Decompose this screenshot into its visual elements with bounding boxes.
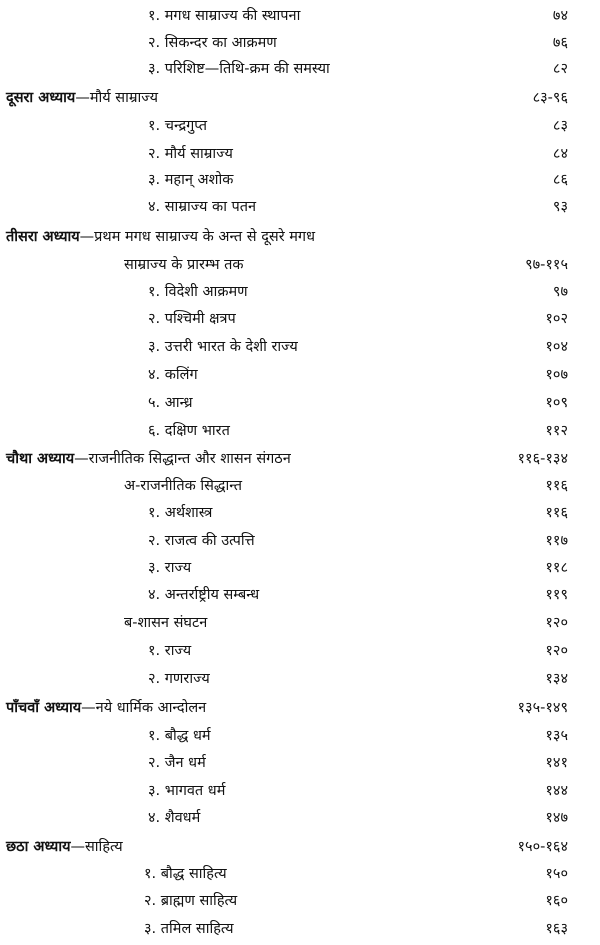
chapter-heading-row	[0, 697, 600, 723]
toc-entry-row	[0, 115, 600, 141]
entry-title: १. राज्य	[148, 643, 192, 659]
page-number: ११६	[545, 505, 568, 521]
toc-entry-row	[0, 918, 600, 944]
page-number: १५०-१६४	[517, 839, 568, 855]
chapter-title	[6, 226, 315, 248]
toc-entry-row	[0, 668, 600, 694]
page-number: १०९	[545, 395, 568, 411]
entry-title: ४. शैवधर्म	[148, 810, 201, 826]
entry-title: १. बौद्ध साहित्य	[144, 866, 227, 882]
entry-title: ब-शासन संघटन	[124, 615, 208, 631]
toc-entry-row	[0, 502, 600, 528]
entry-title: २. गणराज्य	[148, 671, 210, 687]
chapter-heading-row	[0, 448, 600, 474]
entry-title: २. सिकन्दर का आक्रमण	[148, 35, 277, 51]
page-number: १३५-१४९	[517, 700, 568, 716]
entry-title: १. बौद्ध धर्म	[148, 728, 211, 744]
page-number: ११६	[545, 478, 568, 494]
chapter-heading-row	[0, 87, 600, 113]
page-number: १४४	[545, 783, 568, 799]
toc-entry-row	[0, 281, 600, 307]
entry-title: अ-राजनीतिक सिद्धान्त	[124, 478, 242, 494]
page-number: ११६-१३४	[517, 451, 568, 467]
page-number: ९७-११५	[525, 257, 568, 273]
chapter-title	[6, 697, 206, 719]
toc-entry-row	[0, 308, 600, 334]
entry-title: ३. भागवत धर्म	[148, 783, 226, 799]
entry-title: साम्राज्य के प्रारम्भ तक	[124, 257, 244, 273]
entry-title: १. अर्थशास्त्र	[148, 505, 213, 521]
entry-title: २. पश्चिमी क्षत्रप	[148, 311, 236, 327]
chapter-subject: —राजनीतिक सिद्धान्त और शासन संगठन	[74, 451, 291, 467]
entry-title: ५. आन्ध्र	[148, 395, 193, 411]
toc-entry-row	[0, 752, 600, 778]
chapter-title	[6, 87, 158, 109]
page-number: १३४	[545, 671, 568, 687]
entry-title: २. जैन धर्म	[148, 755, 206, 771]
entry-title: ३. महान् अशोक	[148, 172, 234, 188]
chapter-subject: —प्रथम मगध साम्राज्य के अन्त से दूसरे मगध	[79, 229, 315, 245]
entry-title: ४. अन्तर्राष्ट्रीय सम्बन्ध	[148, 587, 260, 603]
page-number: १६३	[545, 921, 568, 937]
toc-entry-row	[0, 58, 600, 84]
entry-title: ३. तमिल साहित्य	[144, 921, 234, 937]
toc-entry-row	[0, 807, 600, 833]
page-number: ८२	[552, 61, 568, 77]
page-number: १२०	[545, 643, 568, 659]
toc-entry-row	[0, 169, 600, 195]
page-number: ९७	[552, 284, 568, 300]
toc-entry-row	[0, 336, 600, 362]
toc-entry-row	[0, 392, 600, 418]
entry-title: ३. परिशिष्ट—तिथि-क्रम की समस्या	[148, 61, 330, 77]
toc-entry-row	[0, 364, 600, 390]
entry-title: १. विदेशी आक्रमण	[148, 284, 248, 300]
page-number: ११९	[545, 587, 568, 603]
chapter-label: छठा अध्याय	[6, 839, 71, 855]
page-number: ११२	[545, 423, 568, 439]
page-number: १०७	[545, 367, 568, 383]
toc-entry-row	[0, 254, 600, 280]
chapter-heading-row	[0, 836, 600, 862]
entry-title: २. ब्राह्मण साहित्य	[144, 893, 238, 909]
page-number: ८३	[552, 118, 568, 134]
toc-entry-row	[0, 584, 600, 610]
page-number: ११८	[545, 560, 568, 576]
chapter-label: पाँचवाँ अध्याय	[6, 700, 82, 716]
entry-title: २. मौर्य साम्राज्य	[148, 146, 233, 162]
page-number: ८३-९६	[532, 90, 568, 106]
toc-entry-row	[0, 196, 600, 222]
toc-entry-row	[0, 612, 600, 638]
page-number: १४१	[545, 755, 568, 771]
entry-title: ४. साम्राज्य का पतन	[148, 199, 257, 215]
toc-entry-row	[0, 5, 600, 31]
toc-entry-row	[0, 420, 600, 446]
entry-title: १. मगध साम्राज्य की स्थापना	[148, 8, 301, 24]
page-number: १४७	[545, 810, 568, 826]
page-number: ८४	[552, 146, 568, 162]
page-number: १५०	[545, 866, 568, 882]
toc-entry-row	[0, 475, 600, 501]
chapter-label: दूसरा अध्याय	[6, 90, 76, 106]
chapter-title	[6, 448, 291, 470]
entry-title: ४. कलिंग	[148, 367, 198, 383]
page-number: ९३	[552, 199, 568, 215]
page-number: १२०	[545, 615, 568, 631]
chapter-subject: —मौर्य साम्राज्य	[75, 90, 158, 106]
page-number: ८६	[552, 172, 568, 188]
entry-title: ६. दक्षिण भारत	[148, 423, 230, 439]
chapter-title	[6, 836, 123, 858]
chapter-heading-row	[0, 226, 600, 252]
page-number: ११७	[545, 533, 568, 549]
chapter-subject: —नये धार्मिक आन्दोलन	[81, 700, 207, 716]
toc-entry-row	[0, 32, 600, 58]
entry-title: १. चन्द्रगुप्त	[148, 118, 208, 134]
page-number: १६०	[545, 893, 568, 909]
toc-entry-row	[0, 530, 600, 556]
toc-entry-row	[0, 143, 600, 169]
entry-title: २. राजत्व की उत्पत्ति	[148, 533, 255, 549]
chapter-subject: —साहित्य	[70, 839, 123, 855]
toc-entry-row	[0, 780, 600, 806]
toc-entry-row	[0, 890, 600, 916]
page-number: ७४	[552, 8, 568, 24]
toc-entry-row	[0, 863, 600, 889]
toc-entry-row	[0, 640, 600, 666]
entry-title: ३. उत्तरी भारत के देशी राज्य	[148, 339, 298, 355]
toc-entry-row	[0, 557, 600, 583]
page-number: १०४	[545, 339, 568, 355]
entry-title: ३. राज्य	[148, 560, 192, 576]
page-number: १०२	[545, 311, 568, 327]
page-number: ७६	[552, 35, 568, 51]
chapter-label: चौथा अध्याय	[6, 451, 75, 467]
page-number: १३५	[545, 728, 568, 744]
chapter-label: तीसरा अध्याय	[6, 229, 80, 245]
toc-entry-row	[0, 725, 600, 751]
